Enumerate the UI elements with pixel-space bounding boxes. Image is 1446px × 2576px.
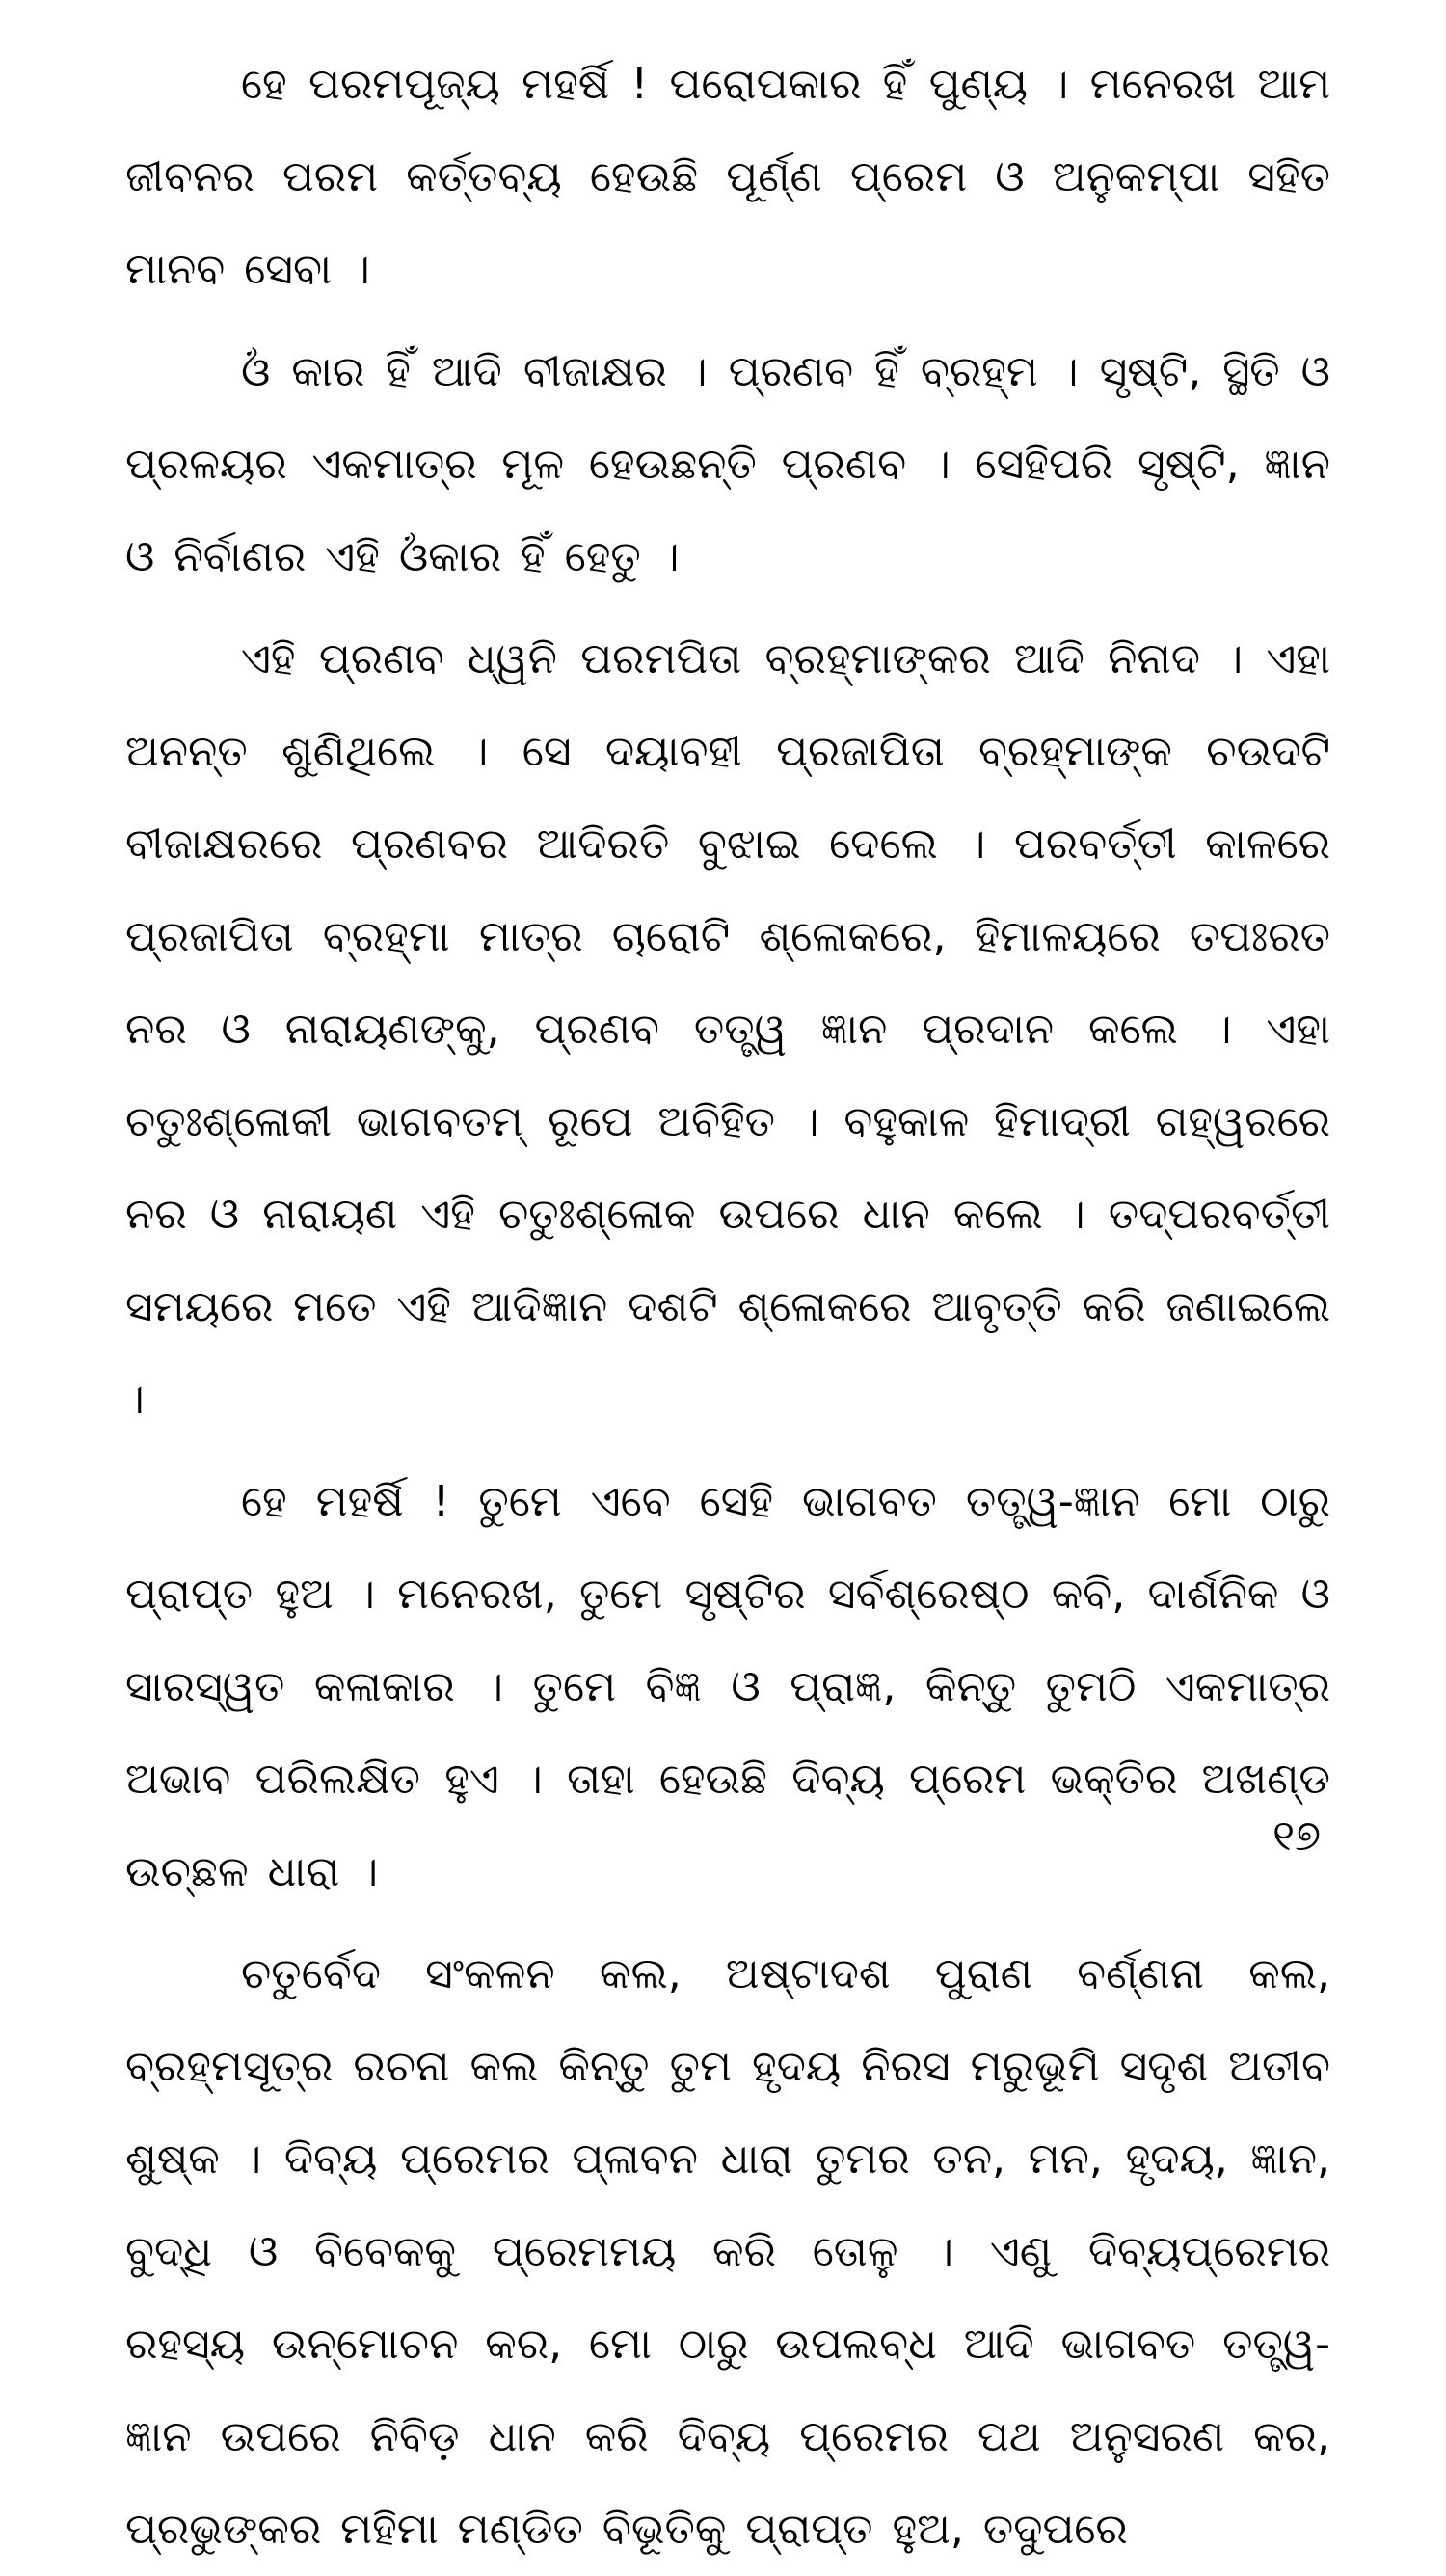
- paragraph-5: ଚତୁର୍ବେଦ ସଂକଳନ କଲ, ଅଷ୍ଟାଦଶ ପୁରାଣ ବର୍ଣ୍ଣନା କଲ, ବ୍ରହ୍ମସୂତ୍ର ରଚନା କଲ କିନ୍ତୁ ତୁମ ହୃଦୟ ନିରସ ମରୁଭୂମି ସଦୃଶ ଅତୀବ ଶୁଷ୍କ । ଦିବ୍ୟ ପ୍ରେମର ପ୍ଳାବନ ଧାରା ତୁମର ତନ, ମନ, ହୃଦୟ, ଜ୍ଞାନ, ବୁଦ୍ଧି ଓ ବିବେକକୁ ପ୍ରେମମୟ କରି ତୋଳୁ । ଏଣୁ ଦିବ୍ୟପ୍ରେମର ରହସ୍ୟ ଉନ୍ମୋଚନ କର, ମୋ ଠାରୁ ଉପଲବ୍ଧ ଆଦି ଭାଗବତ ତତ୍ତ୍ୱ-ଜ୍ଞାନ ଉପରେ ନିବିଡ଼ ଧାନ କରି ଦିବ୍ୟ ପ୍ରେମର ପଥ ଅନୁସରଣ କର, ପ୍ରଭୁଙ୍କର ମହିମା ମଣ୍ଡିତ ବିଭୂତିକୁ ପ୍ରାପ୍ତ ହୁଅ, ତଦୁପରେ: [125, 1949, 1330, 2554]
- paragraph-3: ଏହି ପ୍ରଣବ ଧ୍ୱନି ପରମପିତା ବ୍ରହ୍ମାଙ୍କର ଆଦି ନିନାଦ । ଏହା ଅନନ୍ତ ଶୁଣିଥିଲେ । ସେ ଦୟାବହୀ ପ୍ରଜାପିତା ବ୍ରହ୍ମାଙ୍କ ଚଉଦଟି ବୀଜାକ୍ଷରରେ ପ୍ରଣବର ଆଦିରତି ବୁଝାଇ ଦେଲେ । ପରବର୍ତ୍ତୀ କାଳରେ ପ୍ରଜାପିତା ବ୍ରହ୍ମା ମାତ୍ର ଚାରୋଟି ଶ୍ଳୋକରେ, ହିମାଳୟରେ ତପଃରତ ନର ଓ ନାରାୟଣଙ୍କୁ, ପ୍ରଣବ ତତ୍ତ୍ୱ ଜ୍ଞାନ ପ୍ରଦାନ କଲେ । ଏହା ଚତୁଃଶ୍ଳୋକୀ ଭାଗବତମ୍ ରୂପେ ଅବିହିତ । ବହୁକାଳ ହିମାଦ୍ରୀ ଗହ୍ୱରରେ ନର ଓ ନାରାୟଣ ଏହି ଚତୁଃଶ୍ଳୋକ ଉପରେ ଧାନ କଲେ । ତଦ୍‌ପରବର୍ତ୍ତୀ ସମୟରେ ମତେ ଏହି ଆଦିଜ୍ଞାନ ଦଶଟି ଶ୍ଳୋକରେ ଆବୃତ୍ତି କରି ଜଣାଇଲେ ।: [125, 634, 1330, 1424]
- paragraph-1: ହେ ପରମପୂଜ୍ୟ ମହର୍ଷି ! ପରୋପକାର ହିଁ ପୁଣ୍ୟ । ମନେରଖ ଆମ ଜୀବନର ପରମ କର୍ତ୍ତବ୍ୟ ହେଉଛି ପୂର୍ଣ୍ଣ ପ୍ରେମ ଓ ଅନୁକମ୍ପା ସହିତ ମାନବ ସେବା ।: [125, 60, 1330, 294]
- paragraph-2: ଓଁ କାର ହିଁ ଆଦି ବୀଜାକ୍ଷର । ପ୍ରଣବ ହିଁ ବ୍ରହ୍ମ । ସୃଷ୍ଟି, ସ୍ଥିତି ଓ ପ୍ରଳୟର ଏକମାତ୍ର ମୂଳ ହେଉଛନ୍ତି ପ୍ରଣବ । ସେହିପରି ସୃଷ୍ଟି, ଜ୍ଞାନ ଓ ନିର୍ବାଣର ଏହି ଓଁକାର ହିଁ ହେତୁ ।: [125, 347, 1330, 581]
- paragraph-4: ହେ ମହର୍ଷି ! ତୁମେ ଏବେ ସେହି ଭାଗବତ ତତ୍ତ୍ୱ-ଜ୍ଞାନ ମୋ ଠାରୁ ପ୍ରାପ୍ତ ହୁଅ । ମନେରଖ, ତୁମେ ସୃଷ୍ଟିର ସର୍ବଶ୍ରେଷ୍ଠ କବି, ଦାର୍ଶନିକ ଓ ସାରସ୍ୱତ କଳାକାର । ତୁମେ ବିଜ୍ଞ ଓ ପ୍ରାଜ୍ଞ, କିନ୍ତୁ ତୁମଠି ଏକମାତ୍ର ଅଭାବ ପରିଲକ୍ଷିତ ହୁଏ । ତାହା ହେଉଛି ଦିବ୍ୟ ପ୍ରେମ ଭକ୍ତିର ଅଖଣ୍ଡ ଉଚ୍ଛଳ ଧାରା ।: [125, 1477, 1330, 1896]
- page-number: ୧୭: [1272, 1811, 1321, 1861]
